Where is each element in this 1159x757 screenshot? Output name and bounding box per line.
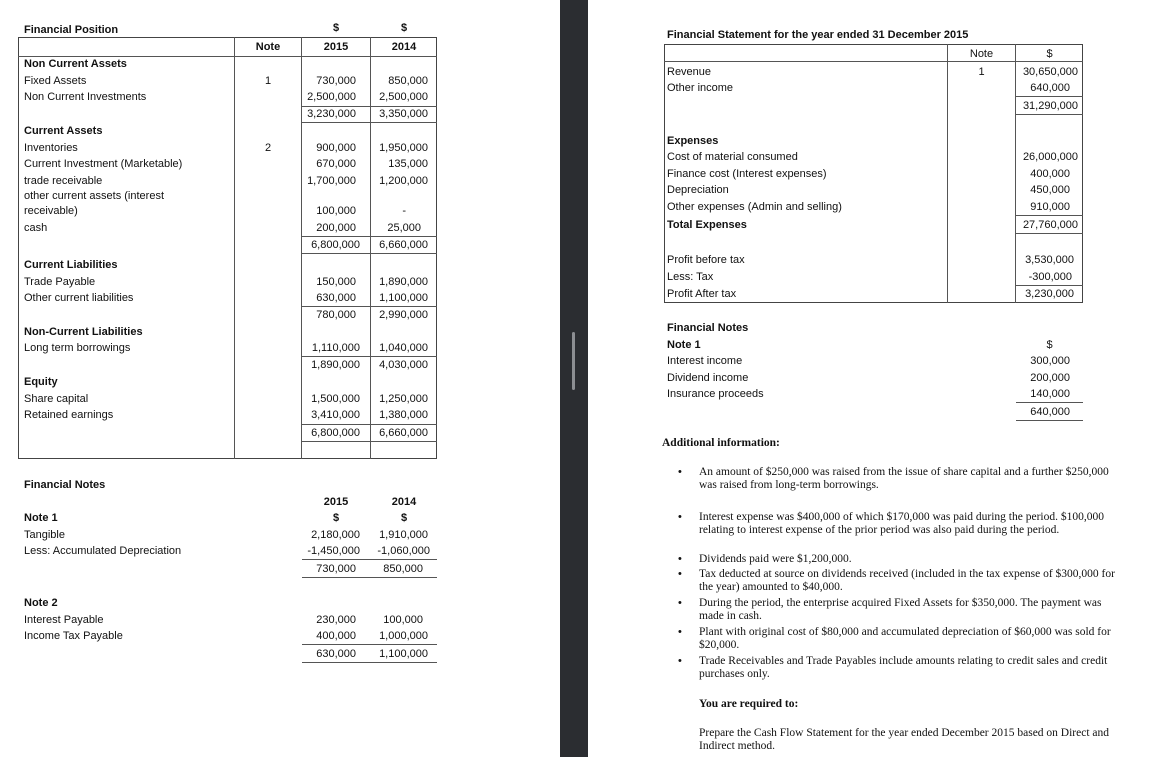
- cur-currency-symbol: $: [332, 22, 340, 34]
- row-label: Fixed Assets: [24, 75, 87, 87]
- cur-value: 900,000: [316, 142, 356, 154]
- total-expenses-value: 27,760,000: [1022, 219, 1078, 231]
- row-note: 2: [264, 142, 272, 154]
- row-label: Trade Payable: [24, 276, 96, 288]
- cur-total: 6,800,000: [311, 239, 360, 251]
- row-value: 200,000: [1030, 372, 1070, 384]
- prev-value: 1,100,000: [379, 292, 428, 304]
- section-heading: Current Assets: [24, 125, 103, 137]
- financial-notes-title: Financial Notes: [667, 322, 749, 334]
- row-label: Inventories: [24, 142, 78, 154]
- expense-label: Finance cost (Interest expenses): [667, 168, 827, 180]
- cur-value: 230,000: [316, 614, 356, 626]
- expense-value: 400,000: [1030, 168, 1070, 180]
- cur-value: 3,410,000: [311, 409, 360, 421]
- notes-total: 640,000: [1030, 406, 1070, 418]
- financial-notes-title: Financial Notes: [24, 479, 106, 491]
- row-label: Insurance proceeds: [667, 388, 764, 400]
- cur-value: 100,000: [316, 205, 356, 217]
- currency-symbol: $: [1046, 48, 1053, 60]
- prev-value: 2,500,000: [379, 91, 428, 103]
- prev-value: 1,950,000: [379, 142, 428, 154]
- bullet-text: Plant with original cost of $80,000 and accumulated depreciation of $60,000 was sold for $20,000.: [699, 626, 1111, 651]
- note1-heading: Note 1: [667, 339, 701, 351]
- section-heading: Non-Current Liabilities: [24, 326, 143, 338]
- cur-value: 2,500,000: [307, 91, 356, 103]
- row-value: 140,000: [1030, 388, 1070, 400]
- divider-drag-handle[interactable]: [572, 332, 575, 390]
- bullet-text: Dividends paid were $1,200,000.: [699, 553, 852, 565]
- bullet-marker: •: [678, 626, 682, 638]
- row-label: Current Investment (Marketable): [24, 158, 183, 170]
- subtotal-rule: [302, 424, 437, 425]
- cur-total: 3,230,000: [307, 108, 356, 120]
- balance-sheet-page: [0, 0, 560, 757]
- pat-value: 3,230,000: [1025, 288, 1074, 300]
- subtotal-rule: [302, 662, 437, 663]
- expense-label: Cost of material consumed: [667, 151, 798, 163]
- prev-year-header: 2014: [391, 41, 417, 53]
- prev-value: -1,060,000: [377, 545, 430, 557]
- prev-value: -: [402, 205, 406, 217]
- note2-heading: Note 2: [24, 597, 58, 609]
- section-heading: Non Current Assets: [24, 58, 127, 70]
- prev-value: 1,200,000: [379, 175, 428, 187]
- total-expenses-label: Total Expenses: [667, 219, 747, 231]
- revenue-value: 30,650,000: [1022, 66, 1078, 78]
- pbt-value: 3,530,000: [1025, 254, 1074, 266]
- cur-total: 6,800,000: [311, 427, 360, 439]
- prev-total: 6,660,000: [379, 239, 428, 251]
- additional-info-heading: Additional information:: [662, 437, 780, 449]
- row-label: other current assets (interest: [24, 190, 165, 202]
- note-header: Note: [969, 48, 994, 60]
- revenue-label: Revenue: [667, 66, 712, 78]
- prev-value: 1,380,000: [379, 409, 428, 421]
- row-label: Long term borrowings: [24, 342, 131, 354]
- row-label: Interest Payable: [24, 614, 104, 626]
- section-heading: Equity: [24, 376, 58, 388]
- bullet-text: Tax deducted at source on dividends received (included in the tax expense of $300,000 for the year) amounted to $40,000.: [699, 568, 1115, 593]
- note-prev-year: 2014: [391, 496, 417, 508]
- row-label: Tangible: [24, 529, 65, 541]
- expenses-heading: Expenses: [667, 135, 719, 147]
- row-label: receivable): [24, 205, 78, 217]
- income-statement-title: Financial Statement for the year ended 31 December 2015: [667, 29, 969, 41]
- cur-value: 200,000: [316, 222, 356, 234]
- row-label: Retained earnings: [24, 409, 114, 421]
- revenue-note: 1: [978, 66, 985, 78]
- row-label: trade receivable: [24, 175, 103, 187]
- row-label: Income Tax Payable: [24, 630, 123, 642]
- bullet-text: During the period, the enterprise acquired Fixed Assets for $350,000. The payment was made in cash.: [699, 597, 1102, 622]
- subtotal-rule: [1016, 402, 1083, 403]
- row-label: Non Current Investments: [24, 91, 147, 103]
- subtotal-rule: [1016, 114, 1083, 115]
- note-prev-symbol: $: [400, 512, 408, 524]
- cur-value: 1,110,000: [311, 342, 360, 354]
- prev-value: 1,890,000: [379, 276, 428, 288]
- header-rule: [664, 61, 1083, 62]
- cur-total: 630,000: [316, 648, 356, 660]
- expense-value: 910,000: [1030, 201, 1070, 213]
- prev-total: 850,000: [383, 563, 423, 575]
- cur-value: 1,700,000: [307, 175, 356, 187]
- note-cur-symbol: $: [332, 512, 340, 524]
- subtotal-rule: [302, 253, 437, 254]
- cur-total: 730,000: [316, 563, 356, 575]
- cur-value: -1,450,000: [307, 545, 360, 557]
- row-label: Other current liabilities: [24, 292, 134, 304]
- row-label: Interest income: [667, 355, 743, 367]
- subtotal-rule: [1016, 215, 1083, 216]
- subtotal-rule: [302, 644, 437, 645]
- cur-value: 150,000: [316, 276, 356, 288]
- bullet-marker: •: [678, 466, 682, 478]
- subtotal-rule: [302, 559, 437, 560]
- prev-value: 100,000: [383, 614, 423, 626]
- prev-value: 1,250,000: [379, 393, 428, 405]
- prev-value: 1,910,000: [379, 529, 428, 541]
- prev-total: 4,030,000: [379, 359, 428, 371]
- prev-currency-symbol: $: [400, 22, 408, 34]
- prev-total: 3,350,000: [379, 108, 428, 120]
- note-col-divider: [947, 44, 948, 303]
- total-income-value: 31,290,000: [1022, 100, 1078, 112]
- bullet-marker: •: [678, 568, 682, 580]
- bullet-marker: •: [678, 655, 682, 667]
- row-label: Dividend income: [667, 372, 749, 384]
- bullet-text: Interest expense was $400,000 of which $170,000 was paid during the period. $100,000 relating to interest expense of the prior period was also paid during the period.: [699, 511, 1104, 536]
- prev-total: 6,660,000: [379, 427, 428, 439]
- subtotal-rule: [1016, 96, 1083, 97]
- expense-value: 26,000,000: [1022, 151, 1078, 163]
- subtotal-rule: [1016, 420, 1083, 421]
- subtotal-rule: [302, 441, 437, 442]
- subtotal-rule: [302, 306, 437, 307]
- pat-label: Profit After tax: [667, 288, 737, 300]
- prev-total: 2,990,000: [379, 309, 428, 321]
- prev-value: 1,040,000: [379, 342, 428, 354]
- other-income-label: Other income: [667, 82, 734, 94]
- cur-value: 670,000: [316, 158, 356, 170]
- note-cur-year: 2015: [323, 496, 349, 508]
- subtotal-rule: [302, 106, 437, 107]
- subtotal-rule: [1016, 233, 1083, 234]
- subtotal-rule: [302, 577, 437, 578]
- subtotal-rule: [302, 356, 437, 357]
- pbt-label: Profit before tax: [667, 254, 745, 266]
- bullet-marker: •: [678, 553, 682, 565]
- cur-total: 1,890,000: [311, 359, 360, 371]
- note-col-divider: [234, 37, 235, 459]
- cur-value: 2,180,000: [311, 529, 360, 541]
- prev-value: 1,000,000: [379, 630, 428, 642]
- row-label: Share capital: [24, 393, 89, 405]
- row-note: 1: [264, 75, 272, 87]
- cur-year-header: 2015: [323, 41, 349, 53]
- required-heading: You are required to:: [699, 698, 799, 710]
- expense-value: 450,000: [1030, 184, 1070, 196]
- income-statement-page: [588, 0, 1159, 757]
- tax-label: Less: Tax: [667, 271, 714, 283]
- subtotal-rule: [302, 236, 437, 237]
- prev-value: 135,000: [388, 158, 428, 170]
- cur-total: 780,000: [316, 309, 356, 321]
- bullet-text: An amount of $250,000 was raised from the issue of share capital and a further $250,000 was raised from long-term borrowings.: [699, 466, 1109, 491]
- prev-total: 1,100,000: [379, 648, 428, 660]
- tax-value: -300,000: [1028, 271, 1072, 283]
- notes-currency-symbol: $: [1046, 339, 1053, 351]
- bullet-marker: •: [678, 511, 682, 523]
- note1-heading: Note 1: [24, 512, 58, 524]
- expense-label: Depreciation: [667, 184, 729, 196]
- expense-label: Other expenses (Admin and selling): [667, 201, 842, 213]
- prev-value: 850,000: [388, 75, 428, 87]
- cur-value: 400,000: [316, 630, 356, 642]
- bullet-marker: •: [678, 597, 682, 609]
- balance-sheet-title: Financial Position: [24, 24, 119, 36]
- subtotal-rule: [302, 122, 437, 123]
- row-label: Less: Accumulated Depreciation: [24, 545, 182, 557]
- cur-value: 1,500,000: [311, 393, 360, 405]
- subtotal-rule: [1016, 285, 1083, 286]
- cur-value: 730,000: [316, 75, 356, 87]
- note-header: Note: [255, 41, 281, 53]
- row-label: cash: [24, 222, 48, 234]
- other-income-value: 640,000: [1030, 82, 1070, 94]
- split-view-divider[interactable]: [560, 0, 588, 757]
- row-value: 300,000: [1030, 355, 1070, 367]
- cur-value: 630,000: [316, 292, 356, 304]
- section-heading: Current Liabilities: [24, 259, 118, 271]
- required-text: Prepare the Cash Flow Statement for the year ended December 2015 based on Direct and Indirect method.: [699, 727, 1110, 752]
- header-rule: [18, 56, 437, 57]
- bullet-text: Trade Receivables and Trade Payables include amounts relating to credit sales and credit purchases only.: [699, 655, 1108, 680]
- prev-value: 25,000: [387, 222, 421, 234]
